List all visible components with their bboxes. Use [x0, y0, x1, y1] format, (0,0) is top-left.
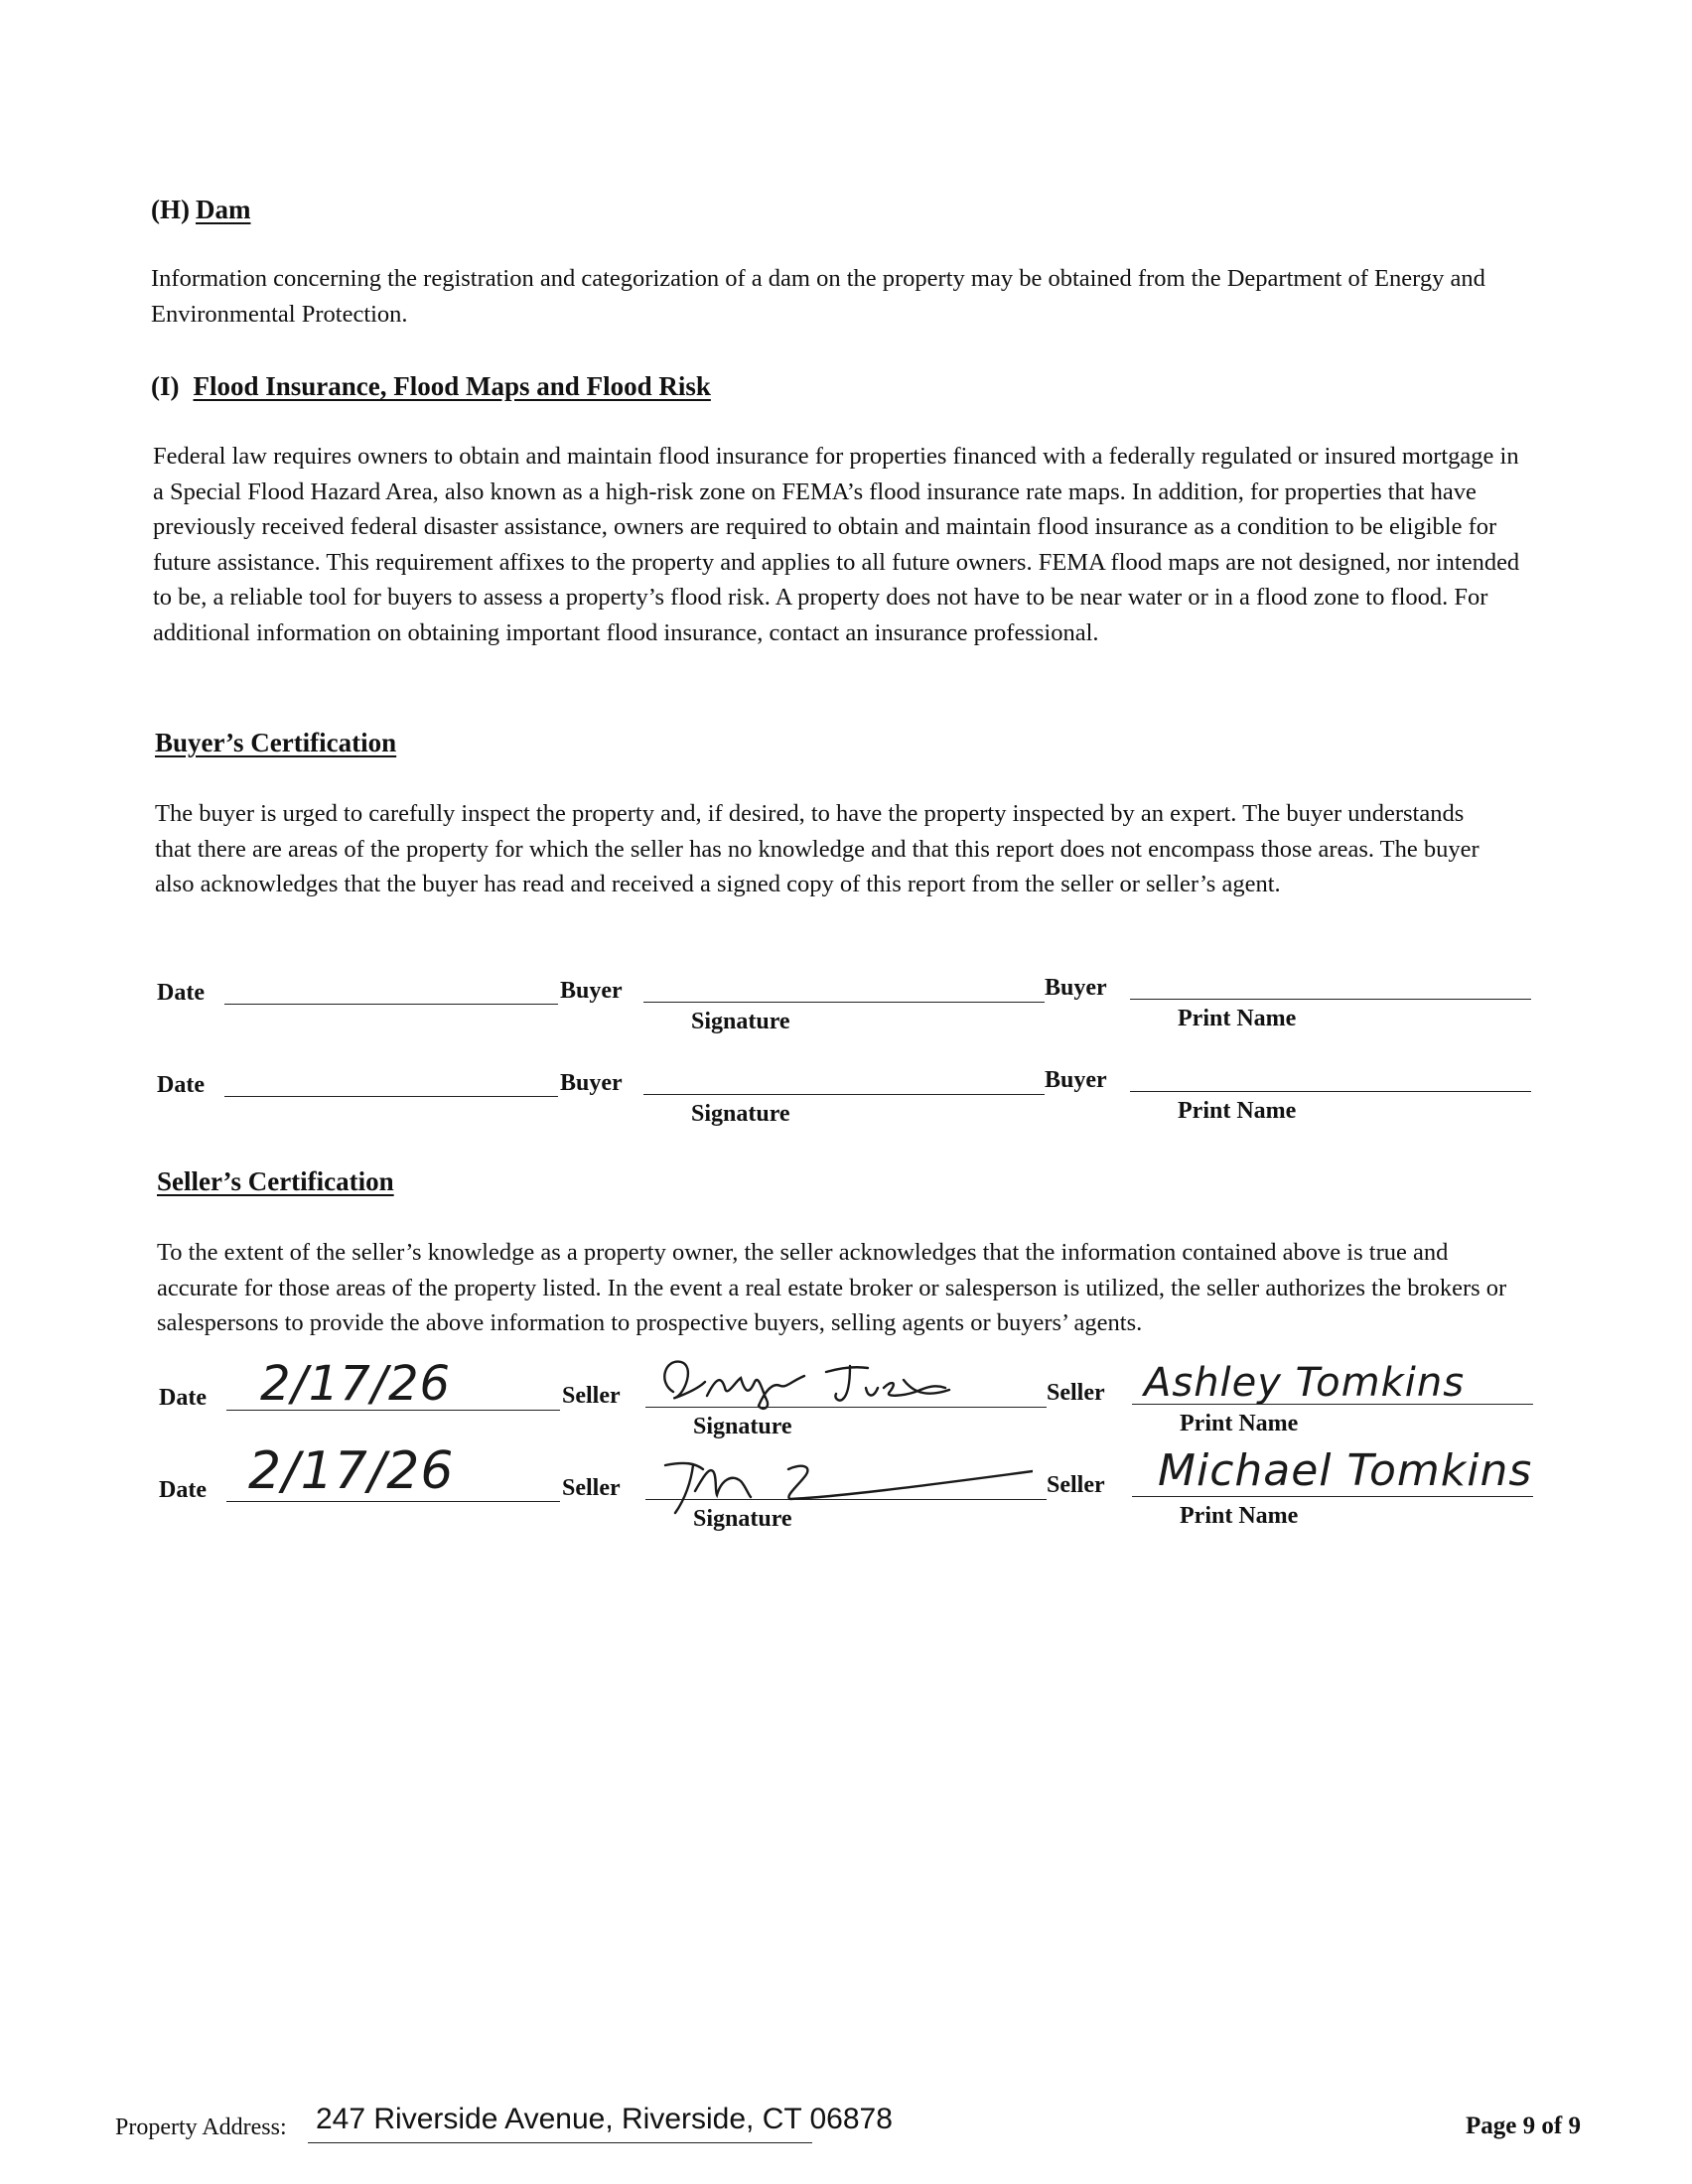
section-h-title: Dam — [195, 195, 251, 224]
seller-row1-role-label: Seller — [562, 1383, 621, 1409]
buyer-cert-body: The buyer is urged to carefully inspect the property and, if desired, to have the property inspected by an expert. The buyer understands that there are areas of the property for which the seller has no knowledge and that this report does not encompass those areas. The buyer also acknowledges that the buyer has read and received a signed copy of this report from the seller or seller’s agent. — [155, 800, 1480, 897]
section-h-prefix: (H) — [151, 195, 190, 224]
property-address-label: Property Address: — [115, 2115, 287, 2140]
seller-row2-role-label: Seller — [562, 1475, 621, 1501]
seller-row2-printname-line[interactable] — [1132, 1496, 1533, 1497]
seller-row1-date-label: Date — [159, 1385, 207, 1411]
buyer-row2-date-label: Date — [157, 1072, 205, 1098]
seller-row2-print-name: Michael Tomkins — [1158, 1445, 1533, 1496]
section-i-title: Flood Insurance, Flood Maps and Flood Risk — [193, 371, 711, 401]
buyer-row2-printname-line[interactable] — [1130, 1091, 1531, 1092]
section-h-body: Information concerning the registration and categorization of a dam on the property may be obtained from the Department of Energy and Environmental Protection. — [151, 265, 1485, 328]
buyer-row2-date-line[interactable] — [224, 1096, 558, 1097]
seller-cert-body: To the extent of the seller’s knowledge as a property owner, the seller acknowledges that the information contained above is true and accurate for those areas of the property listed. In the event a real estate broker or salesperson is utilized, the seller authorizes the brokers or salespersons to provide the above information to prospective buyers, selling agents or buyers’ agents. — [157, 1239, 1507, 1336]
seller-row2-date-label: Date — [159, 1477, 207, 1503]
seller-row2-date-value: 2/17/26 — [248, 1441, 455, 1501]
buyer-row2-signature-caption: Signature — [691, 1101, 790, 1127]
buyer-row2-printname-caption: Print Name — [1178, 1098, 1297, 1124]
buyer-row1-role-label2: Buyer — [1045, 975, 1107, 1001]
property-address-value: 247 Riverside Avenue, Riverside, CT 06878 — [316, 2103, 893, 2135]
buyer-row1-signature-caption: Signature — [691, 1009, 790, 1034]
seller-row2-role-label2: Seller — [1047, 1472, 1105, 1498]
buyer-row1-date-label: Date — [157, 980, 205, 1006]
section-i-heading — [151, 371, 711, 402]
buyer-row1-signature-line[interactable] — [643, 1002, 1045, 1003]
buyer-row2-role-label: Buyer — [560, 1070, 623, 1096]
seller-row1-printname-caption: Print Name — [1180, 1411, 1299, 1436]
buyer-row1-printname-caption: Print Name — [1178, 1006, 1297, 1031]
seller-cert-heading: Seller’s Certification — [157, 1166, 394, 1196]
buyer-cert-heading: Buyer’s Certification — [155, 728, 397, 757]
seller-row2-signature-caption: Signature — [693, 1506, 792, 1532]
buyer-row1-printname-line[interactable] — [1130, 999, 1531, 1000]
page-number: Page 9 of 9 — [1466, 2113, 1581, 2139]
section-i-body: Federal law requires owners to obtain and maintain flood insurance for properties financed with a federally regulated or insured mortgage in a Special Flood Hazard Area, also known as a high-risk zone on FEMA’s flood insurance rate maps. In addition, for properties that have previously received federal disaster assistance, owners are required to obtain and maintain flood insurance as a condition to be eligible for future assistance. This requirement affixes to the property and applies to all future owners. FEMA flood maps are not designed, nor intended to be, a reliable tool for buyers to assess a property’s flood risk. A property does not have to be near water or in a flood zone to flood. For additional information on obtaining important flood insurance, contact an insurance professional. — [153, 443, 1520, 646]
seller-row1-signature-caption: Signature — [693, 1414, 792, 1439]
section-i-prefix: (I) — [151, 371, 180, 401]
seller-row1-signature — [655, 1352, 1003, 1412]
section-h-heading — [151, 195, 250, 225]
seller-row1-role-label2: Seller — [1047, 1380, 1105, 1406]
seller-row2-printname-caption: Print Name — [1180, 1503, 1299, 1529]
seller-row1-print-name: Ashley Tomkins — [1144, 1360, 1466, 1406]
seller-row2-date-line[interactable] — [226, 1501, 560, 1502]
property-address-line — [308, 2142, 812, 2143]
seller-row1-date-value: 2/17/26 — [260, 1356, 452, 1412]
buyer-row2-signature-line[interactable] — [643, 1094, 1045, 1095]
buyer-row2-role-label2: Buyer — [1045, 1067, 1107, 1093]
buyer-row1-role-label: Buyer — [560, 978, 623, 1004]
buyer-row1-date-line[interactable] — [224, 1004, 558, 1005]
